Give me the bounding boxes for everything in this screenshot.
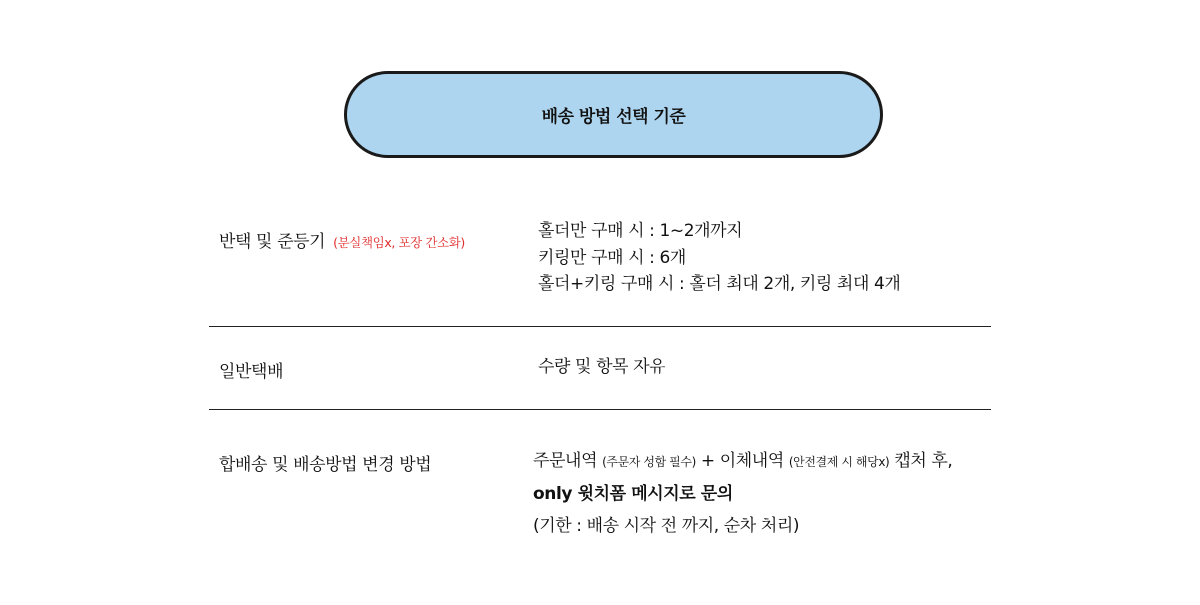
row-value-standard-delivery [538, 354, 665, 381]
value-line: 수량 및 항목 자유 [538, 357, 666, 377]
value-line: 키링만 구매 시 : 6개 [538, 247, 686, 268]
row-label-combined-shipping [219, 450, 431, 475]
transfer-history-text: 이체내역 [719, 451, 784, 471]
row-value-half-delivery [538, 218, 900, 298]
value-line: 홀더+키링 구매 시 : 홀더 최대 2개, 키링 최대 4개 [538, 274, 901, 294]
page-title: 배송 방법 선택 기준 [541, 107, 686, 127]
row-label-text: 일반택배 [219, 362, 284, 382]
value-line-capture [533, 446, 952, 477]
order-history-text: 주문내역 [533, 451, 598, 471]
order-history-note: (주문자 성함 필수) [602, 455, 696, 469]
row-label-standard-delivery [219, 357, 283, 382]
row-label-note: (분실책임x, 포장 간소화) [333, 235, 465, 250]
title-pill [344, 71, 883, 158]
value-line: 홀더만 구매 시 : 1~2개까지 [538, 221, 743, 241]
row-value-combined-shipping [533, 446, 952, 541]
row-label-half-delivery [219, 227, 465, 252]
row-label-text: 반택 및 준등기 [219, 232, 326, 252]
deadline-note: (기한 : 배송 시작 전 까지, 순차 처리) [533, 516, 800, 536]
plus-sign: + [700, 451, 715, 471]
row-divider [209, 326, 991, 327]
inquiry-instruction: only 윗치폼 메시지로 문의 [533, 484, 733, 504]
capture-text: 캡처 후, [894, 451, 953, 471]
transfer-history-note: (안전결제 시 해당x) [788, 455, 890, 469]
row-label-text: 합배송 및 배송방법 변경 방법 [219, 455, 432, 475]
row-divider [209, 409, 991, 410]
